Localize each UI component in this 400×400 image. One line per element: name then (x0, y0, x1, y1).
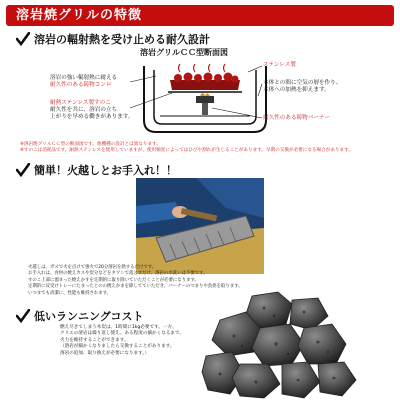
running-cost-description: 燃え尽きてしまう木炭は、1時間に1kg必要です。一方、 クリエの溶岩は繰り返し使え、ある程度の細かくなるまで、 火力を維持することができます。 （溶岩が細かくなりましたら交換することがあります。 溶岩の追加、取り換えが必要になります。） (60, 325, 185, 356)
cleaning-photo (136, 178, 264, 274)
note-line: ※溶岩焼グリルＣＣ型の断面図です。他機種の設計とは異なります。 (20, 142, 161, 147)
label-air-layer: 本体との間に空気の層を作り、 本体への加熱を抑えます。 (263, 80, 342, 93)
section-easy-care-title: 簡単！火越しとお手入れ！！ (34, 164, 177, 177)
label-cast-burner: 耐久性のある鋳物バーナー (263, 115, 331, 121)
lava-rock-icon (200, 290, 360, 400)
section-running-cost-heading (16, 308, 144, 324)
diagram-title: 溶岩グリルＣＣ型断面図 (140, 48, 228, 57)
check-icon (16, 309, 30, 323)
diagram-notes (20, 142, 380, 154)
cleaning-photo-illustration (136, 178, 264, 274)
section-durability-title: 溶岩の輻射熱を受け止める耐久設計 (34, 33, 210, 46)
label-cast-stove: 溶岩の強い輻射熱に耐える 耐久性のある鋳物コンロ (50, 75, 118, 88)
section-easy-care-heading (16, 162, 177, 178)
label-stainless-grate: 耐熱ステンレス製すのこ 耐久性を共に、溶岩の立ち 上がりを早める働きがあります。 (50, 100, 134, 120)
label-stainless-body: ステンレス製 (263, 62, 296, 68)
check-icon (16, 163, 30, 177)
banner-title: 溶岩焼グリルの特徴 (16, 8, 143, 23)
note-line: ※すのこは消耗品です。耐熱ステンレスを使用していますが、使用頻度によってはひびや割れが生じることがあります。早期の交換が必要になる場合があります。 (20, 148, 353, 153)
section-running-cost-title: 低いランニングコスト (34, 310, 144, 323)
easy-care-description: 火越しは、ガスで火を点けて強火で20分溶岩を熱するだけです。 お手入れは、食材の焼えカスや炭分などをタワシで落とすだけ。溶岩の水洗いは不要です。 すのこ上部に溜まった焼えかすを定期的に取り除いていただくことが必要になります。 定期的に反受けトレーにたまったとのの焼えかまを除してていただき、バーナーのつまりや負担を取ります。 いつまでも清潔に、性能も維持されます。 (28, 265, 243, 296)
